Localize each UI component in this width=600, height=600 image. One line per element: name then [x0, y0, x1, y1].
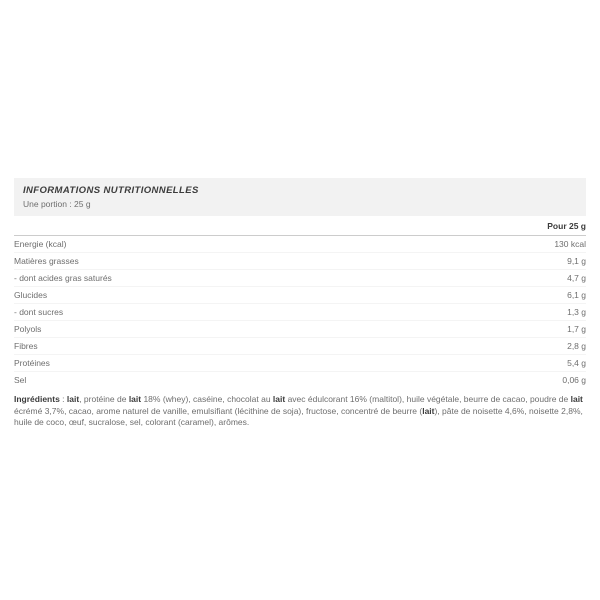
nutrition-panel — [14, 178, 586, 429]
row-label: Fibres — [14, 341, 38, 351]
row-value: 6,1 g — [567, 290, 586, 300]
column-header-per-portion: Pour 25 g — [14, 216, 586, 236]
row-value: 130 kcal — [554, 239, 586, 249]
row-label: Sel — [14, 375, 27, 385]
row-value: 9,1 g — [567, 256, 586, 266]
row-label: Protéines — [14, 358, 50, 368]
row-label: - dont sucres — [14, 307, 64, 317]
table-row — [14, 304, 586, 321]
row-value: 4,7 g — [567, 273, 586, 283]
row-label: - dont acides gras saturés — [14, 273, 112, 283]
nutrition-table — [14, 236, 586, 388]
row-label: Energie (kcal) — [14, 239, 67, 249]
table-row — [14, 287, 586, 304]
table-row — [14, 253, 586, 270]
table-row — [14, 321, 586, 338]
row-label: Glucides — [14, 290, 48, 300]
row-label: Matières grasses — [14, 256, 79, 266]
row-value: 2,8 g — [567, 341, 586, 351]
table-row — [14, 355, 586, 372]
row-value: 1,7 g — [567, 324, 586, 334]
nutrition-header — [14, 178, 586, 216]
table-row — [14, 338, 586, 355]
row-value: 5,4 g — [567, 358, 586, 368]
table-row — [14, 270, 586, 287]
section-title: INFORMATIONS NUTRITIONNELLES — [23, 185, 199, 196]
table-row — [14, 372, 586, 388]
ingredients-text: Ingrédients : lait, protéine de lait 18% (whey), caséine, chocolat au lait avec édulcorant 16% (maltitol), huile végétale, beurre de cacao, poudre de lait écrémé 3,7%, cacao, arome naturel de vanille, emulsifiant (lécithine de soja), fructose, concentré de beurre (lait), pâte de noisette 4,6%, noisette 2,8%, huile de coco, œuf, sucralose, sel, colorant (caramel), arômes. — [14, 394, 583, 427]
portion-size: Une portion : 25 g — [23, 199, 91, 209]
table-row — [14, 236, 586, 253]
row-value: 1,3 g — [567, 307, 586, 317]
row-label: Polyols — [14, 324, 42, 334]
row-value: 0,06 g — [562, 375, 586, 385]
